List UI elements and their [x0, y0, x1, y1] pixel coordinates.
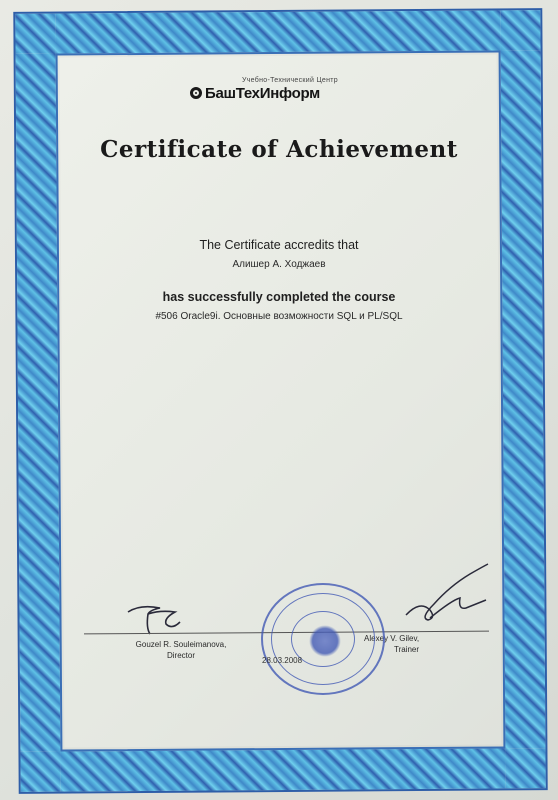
director-role: Director — [166, 651, 195, 660]
logo-subtitle: Учебно-Технический Центр — [241, 77, 338, 84]
trainer-role: Trainer — [394, 645, 420, 654]
seal-emblem-icon — [309, 625, 341, 657]
certificate-title: Certificate of Achievement — [100, 136, 458, 163]
accredits-text: The Certificate accredits that — [199, 238, 359, 252]
logo-mark-icon — [190, 87, 202, 99]
director-name: Gouzel R. Souleimanova, — [135, 640, 227, 649]
trainer-name: Alexey V. Gilev, — [364, 634, 420, 643]
trainer-signature-icon — [400, 560, 495, 630]
logo — [190, 83, 320, 103]
recipient-name: Алишер А. Ходжаев — [232, 259, 326, 270]
issue-date: 28.03.2008 — [262, 656, 303, 665]
course-name: #506 Oracle9i. Основные возможности SQL и PL/SQL — [155, 311, 403, 322]
logo-name: БашТехИнформ — [205, 84, 320, 102]
official-seal-icon — [261, 583, 385, 695]
completed-text: has successfully completed the course — [162, 290, 396, 304]
director-block — [131, 639, 231, 661]
